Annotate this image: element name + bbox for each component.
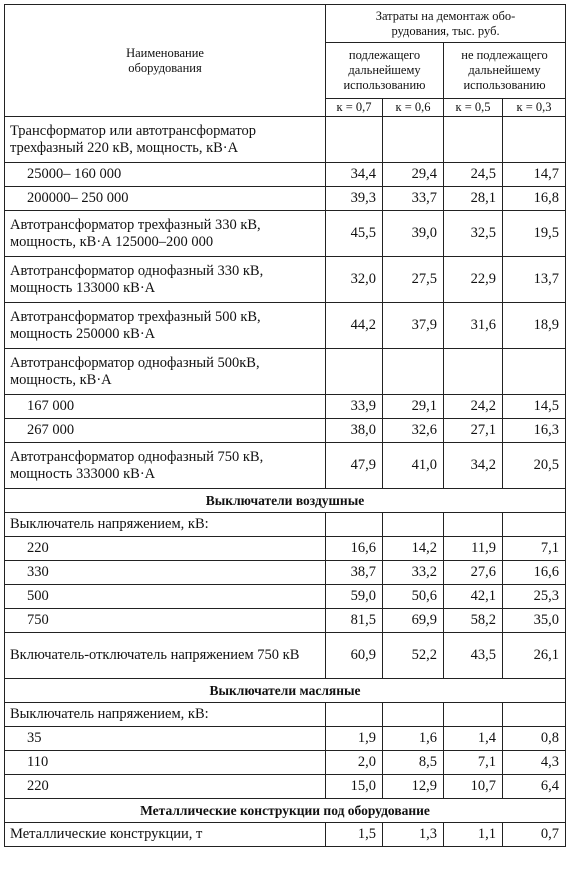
value-cell-k4: 7,1 — [503, 537, 566, 561]
table-row — [5, 561, 566, 585]
equipment-name-cell: Выключатель напряжением, кВ: — [5, 513, 326, 537]
table-row — [5, 633, 566, 679]
value-cell-k4: 16,8 — [503, 187, 566, 211]
equipment-name-cell: 25000– 160 000 — [5, 163, 326, 187]
value-cell-k4 — [503, 513, 566, 537]
table-row — [5, 823, 566, 847]
demolition-costs-table — [4, 4, 566, 847]
value-cell-k2: 52,2 — [383, 633, 444, 679]
table-row — [5, 703, 566, 727]
value-cell-k3: 11,9 — [444, 537, 503, 561]
reuse-header-text: подлежащего дальнейшему использованию — [343, 48, 426, 92]
value-cell-k2: 14,2 — [383, 537, 444, 561]
value-cell-k4: 14,5 — [503, 395, 566, 419]
table-row — [5, 609, 566, 633]
value-cell-k3: 32,5 — [444, 211, 503, 257]
value-cell-k2: 8,5 — [383, 751, 444, 775]
equipment-name-cell: Автотрансформатор трехфазный 500 кВ, мощность 250000 кВ·А — [5, 303, 326, 349]
value-cell-k1: 1,5 — [326, 823, 383, 847]
value-cell-k4: 35,0 — [503, 609, 566, 633]
equipment-name-cell: Автотрансформатор однофазный 750 кВ, мощность 333000 кВ·А — [5, 443, 326, 489]
equipment-name-cell: 500 — [5, 585, 326, 609]
value-cell-k1 — [326, 703, 383, 727]
table-row — [5, 751, 566, 775]
equipment-name-cell: Выключатель напряжением, кВ: — [5, 703, 326, 727]
value-cell-k2: 39,0 — [383, 211, 444, 257]
value-cell-k1: 45,5 — [326, 211, 383, 257]
k-header-4: к = 0,3 — [503, 99, 566, 117]
value-cell-k3: 22,9 — [444, 257, 503, 303]
value-cell-k4: 16,6 — [503, 561, 566, 585]
value-cell-k3: 42,1 — [444, 585, 503, 609]
equipment-name-cell: 200000– 250 000 — [5, 187, 326, 211]
value-cell-k2: 33,2 — [383, 561, 444, 585]
value-cell-k2 — [383, 513, 444, 537]
value-cell-k2: 29,1 — [383, 395, 444, 419]
value-cell-k2: 1,3 — [383, 823, 444, 847]
value-cell-k2: 41,0 — [383, 443, 444, 489]
value-cell-k1: 60,9 — [326, 633, 383, 679]
value-cell-k2 — [383, 117, 444, 163]
value-cell-k1: 32,0 — [326, 257, 383, 303]
value-cell-k4: 26,1 — [503, 633, 566, 679]
table-row — [5, 513, 566, 537]
value-cell-k3: 28,1 — [444, 187, 503, 211]
value-cell-k3: 1,4 — [444, 727, 503, 751]
k-header-1: к = 0,7 — [326, 99, 383, 117]
costs-header — [326, 5, 566, 43]
equipment-name-cell: Автотрансформатор однофазный 330 кВ, мощность 133000 кВ·А — [5, 257, 326, 303]
table-row — [5, 443, 566, 489]
value-cell-k4: 16,3 — [503, 419, 566, 443]
table-row — [5, 163, 566, 187]
value-cell-k1: 81,5 — [326, 609, 383, 633]
section-row — [5, 489, 566, 513]
value-cell-k3 — [444, 117, 503, 163]
value-cell-k4: 0,8 — [503, 727, 566, 751]
equipment-name-header — [5, 5, 326, 117]
value-cell-k3: 7,1 — [444, 751, 503, 775]
section-title: Металлические конструкции под оборудование — [5, 799, 566, 823]
value-cell-k1: 1,9 — [326, 727, 383, 751]
equipment-name-cell: 167 000 — [5, 395, 326, 419]
table-row — [5, 349, 566, 395]
equipment-name-cell: Включатель-отключатель напряжением 750 кВ — [5, 633, 326, 679]
value-cell-k1: 33,9 — [326, 395, 383, 419]
value-cell-k4: 25,3 — [503, 585, 566, 609]
equipment-name-cell: Автотрансформатор трехфазный 330 кВ, мощность, кВ·А 125000–200 000 — [5, 211, 326, 257]
section-row — [5, 679, 566, 703]
value-cell-k1: 16,6 — [326, 537, 383, 561]
value-cell-k1: 39,3 — [326, 187, 383, 211]
table-row — [5, 395, 566, 419]
equipment-name-cell: 750 — [5, 609, 326, 633]
k-header-3: к = 0,5 — [444, 99, 503, 117]
value-cell-k1: 15,0 — [326, 775, 383, 799]
table-row — [5, 303, 566, 349]
value-cell-k4: 19,5 — [503, 211, 566, 257]
value-cell-k3: 34,2 — [444, 443, 503, 489]
value-cell-k3: 58,2 — [444, 609, 503, 633]
value-cell-k2: 29,4 — [383, 163, 444, 187]
value-cell-k1: 47,9 — [326, 443, 383, 489]
value-cell-k3: 27,1 — [444, 419, 503, 443]
value-cell-k2: 27,5 — [383, 257, 444, 303]
value-cell-k4: 20,5 — [503, 443, 566, 489]
equipment-name-cell: Автотрансформатор однофазный 500кВ, мощность, кВ·А — [5, 349, 326, 395]
value-cell-k2: 33,7 — [383, 187, 444, 211]
value-cell-k1 — [326, 513, 383, 537]
value-cell-k2: 50,6 — [383, 585, 444, 609]
section-title: Выключатели масляные — [5, 679, 566, 703]
value-cell-k3 — [444, 703, 503, 727]
k-header-2: к = 0,6 — [383, 99, 444, 117]
section-title: Выключатели воздушные — [5, 489, 566, 513]
value-cell-k1: 38,7 — [326, 561, 383, 585]
value-cell-k1: 2,0 — [326, 751, 383, 775]
equipment-name-cell: 330 — [5, 561, 326, 585]
equipment-name-cell: Трансформатор или автотрансформатор трехфазный 220 кВ, мощность, кВ·А — [5, 117, 326, 163]
equipment-name-header-text: Наименование оборудования — [126, 45, 204, 75]
no-reuse-header-text: не подлежащего дальнейшему использованию — [461, 48, 548, 92]
no-reuse-header — [444, 43, 566, 99]
value-cell-k1 — [326, 117, 383, 163]
value-cell-k4: 4,3 — [503, 751, 566, 775]
table-row — [5, 775, 566, 799]
value-cell-k2: 69,9 — [383, 609, 444, 633]
table-row — [5, 257, 566, 303]
value-cell-k3: 43,5 — [444, 633, 503, 679]
table-row — [5, 419, 566, 443]
table-row — [5, 585, 566, 609]
value-cell-k4: 0,7 — [503, 823, 566, 847]
value-cell-k4 — [503, 703, 566, 727]
value-cell-k3: 31,6 — [444, 303, 503, 349]
value-cell-k3: 24,5 — [444, 163, 503, 187]
table-row — [5, 537, 566, 561]
value-cell-k4: 6,4 — [503, 775, 566, 799]
value-cell-k1: 38,0 — [326, 419, 383, 443]
equipment-name-cell: 35 — [5, 727, 326, 751]
value-cell-k4 — [503, 349, 566, 395]
table-row — [5, 211, 566, 257]
value-cell-k3: 27,6 — [444, 561, 503, 585]
value-cell-k3 — [444, 513, 503, 537]
table-row — [5, 727, 566, 751]
equipment-name-cell: 220 — [5, 775, 326, 799]
value-cell-k3: 1,1 — [444, 823, 503, 847]
value-cell-k4: 18,9 — [503, 303, 566, 349]
value-cell-k2 — [383, 703, 444, 727]
value-cell-k4: 14,7 — [503, 163, 566, 187]
table-row — [5, 187, 566, 211]
value-cell-k4 — [503, 117, 566, 163]
value-cell-k1 — [326, 349, 383, 395]
value-cell-k3: 10,7 — [444, 775, 503, 799]
value-cell-k1: 34,4 — [326, 163, 383, 187]
equipment-name-cell: 220 — [5, 537, 326, 561]
equipment-name-cell: 267 000 — [5, 419, 326, 443]
value-cell-k2: 37,9 — [383, 303, 444, 349]
value-cell-k1: 44,2 — [326, 303, 383, 349]
value-cell-k4: 13,7 — [503, 257, 566, 303]
reuse-header — [326, 43, 444, 99]
value-cell-k3: 24,2 — [444, 395, 503, 419]
value-cell-k2: 32,6 — [383, 419, 444, 443]
costs-header-text: Затраты на демонтаж обо- рудования, тыс. руб. — [375, 8, 516, 38]
equipment-name-cell: 110 — [5, 751, 326, 775]
value-cell-k2: 12,9 — [383, 775, 444, 799]
table-body — [5, 117, 566, 847]
equipment-name-cell: Металлические конструкции, т — [5, 823, 326, 847]
value-cell-k2: 1,6 — [383, 727, 444, 751]
section-row — [5, 799, 566, 823]
value-cell-k3 — [444, 349, 503, 395]
value-cell-k1: 59,0 — [326, 585, 383, 609]
table-row — [5, 117, 566, 163]
value-cell-k2 — [383, 349, 444, 395]
